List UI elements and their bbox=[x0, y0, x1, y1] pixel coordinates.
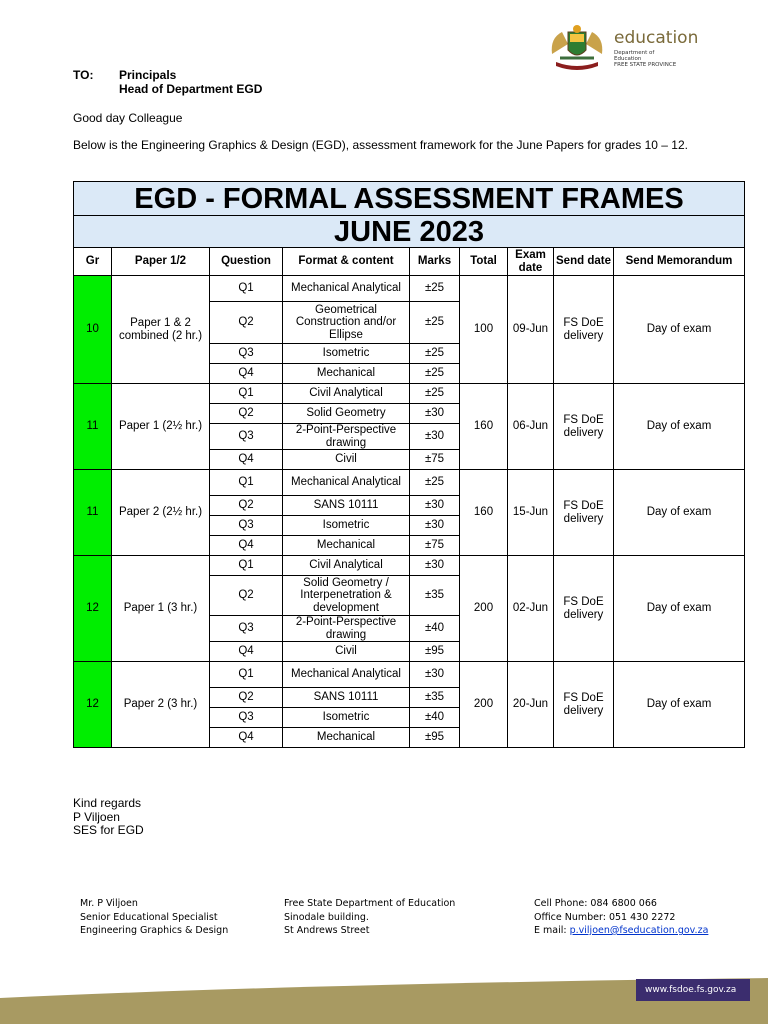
marks-cell: ±30 bbox=[410, 424, 460, 450]
send-date-cell: FS DoE delivery bbox=[554, 556, 614, 662]
exam-date-cell: 15-Jun bbox=[508, 470, 554, 556]
format-cell: Mechanical Analytical bbox=[283, 662, 410, 688]
marks-cell: ±95 bbox=[410, 642, 460, 662]
table-title: EGD - FORMAL ASSESSMENT FRAMES bbox=[74, 182, 745, 216]
header-cell: Marks bbox=[410, 248, 460, 276]
format-cell: 2-Point-Perspective drawing bbox=[283, 424, 410, 450]
question-cell: Q2 bbox=[210, 404, 283, 424]
table-row bbox=[74, 662, 745, 688]
marks-cell: ±30 bbox=[410, 662, 460, 688]
footer-office: Office Number: 051 430 2272 bbox=[534, 911, 676, 923]
total-cell: 200 bbox=[460, 556, 508, 662]
header-cell: Send Memorandum bbox=[614, 248, 745, 276]
sign-off bbox=[73, 797, 144, 838]
grade-cell: 10 bbox=[74, 276, 112, 384]
table-row bbox=[74, 384, 745, 404]
total-cell: 160 bbox=[460, 384, 508, 470]
question-cell: Q1 bbox=[210, 384, 283, 404]
question-cell: Q2 bbox=[210, 302, 283, 344]
marks-cell: ±25 bbox=[410, 470, 460, 496]
question-cell: Q2 bbox=[210, 496, 283, 516]
to-line-2: Head of Department EGD bbox=[119, 82, 263, 96]
assessment-frame-table bbox=[73, 181, 745, 748]
question-cell: Q3 bbox=[210, 708, 283, 728]
marks-cell: ±35 bbox=[410, 688, 460, 708]
question-cell: Q1 bbox=[210, 662, 283, 688]
memorandum-cell: Day of exam bbox=[614, 662, 745, 748]
format-cell: SANS 10111 bbox=[283, 496, 410, 516]
question-cell: Q4 bbox=[210, 536, 283, 556]
exam-date-cell: 06-Jun bbox=[508, 384, 554, 470]
send-date-cell: FS DoE delivery bbox=[554, 662, 614, 748]
grade-cell: 12 bbox=[74, 556, 112, 662]
footer-cell: Cell Phone: 084 6800 066 bbox=[534, 898, 657, 909]
total-cell: 200 bbox=[460, 662, 508, 748]
marks-cell: ±75 bbox=[410, 536, 460, 556]
header-cell: Send date bbox=[554, 248, 614, 276]
marks-cell: ±25 bbox=[410, 344, 460, 364]
format-cell: Solid Geometry bbox=[283, 404, 410, 424]
marks-cell: ±25 bbox=[410, 276, 460, 302]
format-cell: Mechanical Analytical bbox=[283, 470, 410, 496]
website-url: www.fsdoe.fs.gov.za bbox=[645, 985, 737, 995]
memorandum-cell: Day of exam bbox=[614, 470, 745, 556]
exam-date-cell: 20-Jun bbox=[508, 662, 554, 748]
format-cell: Civil bbox=[283, 450, 410, 470]
department-logo bbox=[546, 24, 699, 74]
format-cell: Mechanical bbox=[283, 728, 410, 748]
memorandum-cell: Day of exam bbox=[614, 556, 745, 662]
footer-street: St Andrews Street bbox=[284, 925, 370, 936]
format-cell: Civil bbox=[283, 642, 410, 662]
memorandum-cell: Day of exam bbox=[614, 276, 745, 384]
table-row bbox=[74, 276, 745, 302]
marks-cell: ±25 bbox=[410, 302, 460, 344]
exam-date-cell: 02-Jun bbox=[508, 556, 554, 662]
format-cell: 2-Point-Perspective drawing bbox=[283, 616, 410, 642]
header-cell: Gr bbox=[74, 248, 112, 276]
grade-cell: 11 bbox=[74, 384, 112, 470]
footer-dept: Free State Department of Education bbox=[284, 898, 456, 909]
send-date-cell: FS DoE delivery bbox=[554, 384, 614, 470]
footer-email-link[interactable]: p.viljoen@fseducation.gov.za bbox=[569, 925, 709, 936]
table-subtitle: JUNE 2023 bbox=[74, 216, 745, 248]
question-cell: Q3 bbox=[210, 344, 283, 364]
question-cell: Q4 bbox=[210, 642, 283, 662]
question-cell: Q1 bbox=[210, 276, 283, 302]
question-cell: Q3 bbox=[210, 424, 283, 450]
format-cell: Civil Analytical bbox=[283, 384, 410, 404]
footer-email-line bbox=[534, 924, 708, 938]
footer-building: Sinodale building. bbox=[284, 911, 369, 923]
paper-cell: Paper 1 (2½ hr.) bbox=[112, 384, 210, 470]
marks-cell: ±95 bbox=[410, 728, 460, 748]
question-cell: Q3 bbox=[210, 516, 283, 536]
marks-cell: ±35 bbox=[410, 576, 460, 616]
format-cell: Geometrical Construction and/or Ellipse bbox=[283, 302, 410, 344]
question-cell: Q4 bbox=[210, 364, 283, 384]
question-cell: Q1 bbox=[210, 556, 283, 576]
marks-cell: ±25 bbox=[410, 384, 460, 404]
footer-subject: Engineering Graphics & Design bbox=[80, 925, 229, 936]
total-cell: 100 bbox=[460, 276, 508, 384]
question-cell: Q4 bbox=[210, 728, 283, 748]
footer-contact-person bbox=[80, 897, 228, 938]
header-cell: Exam date bbox=[508, 248, 554, 276]
header-cell: Format & content bbox=[283, 248, 410, 276]
question-cell: Q3 bbox=[210, 616, 283, 642]
question-cell: Q4 bbox=[210, 450, 283, 470]
coat-of-arms-icon bbox=[546, 24, 608, 72]
question-cell: Q1 bbox=[210, 470, 283, 496]
format-cell: Solid Geometry / Interpenetration & development bbox=[283, 576, 410, 616]
exam-date-cell: 09-Jun bbox=[508, 276, 554, 384]
footer-name: Mr. P Viljoen bbox=[80, 898, 138, 909]
brand-subtitle: Department of Education FREE STATE PROVINCE bbox=[614, 50, 677, 68]
table-header-row bbox=[74, 248, 745, 276]
question-cell: Q2 bbox=[210, 688, 283, 708]
memorandum-cell: Day of exam bbox=[614, 384, 745, 470]
sign-off-line: Kind regards bbox=[73, 796, 142, 810]
send-date-cell: FS DoE delivery bbox=[554, 470, 614, 556]
format-cell: Isometric bbox=[283, 344, 410, 364]
footer-title: Senior Educational Specialist bbox=[80, 911, 218, 923]
sign-off-role: SES for EGD bbox=[73, 823, 144, 837]
sign-off-name: P Viljoen bbox=[73, 809, 120, 824]
marks-cell: ±25 bbox=[410, 364, 460, 384]
to-line-1: Principals bbox=[119, 68, 177, 82]
footer-band bbox=[0, 976, 768, 1024]
footer-email-label: E mail: bbox=[534, 925, 570, 936]
to-label: TO: bbox=[73, 68, 94, 82]
marks-cell: ±30 bbox=[410, 496, 460, 516]
table-row bbox=[74, 556, 745, 576]
footer-address bbox=[284, 897, 455, 938]
marks-cell: ±40 bbox=[410, 708, 460, 728]
send-date-cell: FS DoE delivery bbox=[554, 276, 614, 384]
paper-cell: Paper 2 (3 hr.) bbox=[112, 662, 210, 748]
marks-cell: ±40 bbox=[410, 616, 460, 642]
grade-cell: 12 bbox=[74, 662, 112, 748]
marks-cell: ±30 bbox=[410, 556, 460, 576]
header-cell: Question bbox=[210, 248, 283, 276]
header-cell: Paper 1/2 bbox=[112, 248, 210, 276]
format-cell: Mechanical bbox=[283, 536, 410, 556]
format-cell: Isometric bbox=[283, 516, 410, 536]
format-cell: Mechanical bbox=[283, 364, 410, 384]
format-cell: Isometric bbox=[283, 708, 410, 728]
paper-cell: Paper 2 (2½ hr.) bbox=[112, 470, 210, 556]
format-cell: Civil Analytical bbox=[283, 556, 410, 576]
marks-cell: ±75 bbox=[410, 450, 460, 470]
brand-name: education bbox=[614, 28, 699, 48]
table-row bbox=[74, 470, 745, 496]
format-cell: Mechanical Analytical bbox=[283, 276, 410, 302]
question-cell: Q2 bbox=[210, 576, 283, 616]
format-cell: SANS 10111 bbox=[283, 688, 410, 708]
footer-phones bbox=[534, 897, 708, 938]
paper-cell: Paper 1 (3 hr.) bbox=[112, 556, 210, 662]
intro-paragraph: Below is the Engineering Graphics & Design (EGD), assessment framework for the June Papers for grades 10 – 12. bbox=[73, 138, 688, 152]
header-cell: Total bbox=[460, 248, 508, 276]
total-cell: 160 bbox=[460, 470, 508, 556]
paper-cell: Paper 1 & 2 combined (2 hr.) bbox=[112, 276, 210, 384]
greeting: Good day Colleague bbox=[73, 111, 183, 125]
marks-cell: ±30 bbox=[410, 404, 460, 424]
marks-cell: ±30 bbox=[410, 516, 460, 536]
grade-cell: 11 bbox=[74, 470, 112, 556]
